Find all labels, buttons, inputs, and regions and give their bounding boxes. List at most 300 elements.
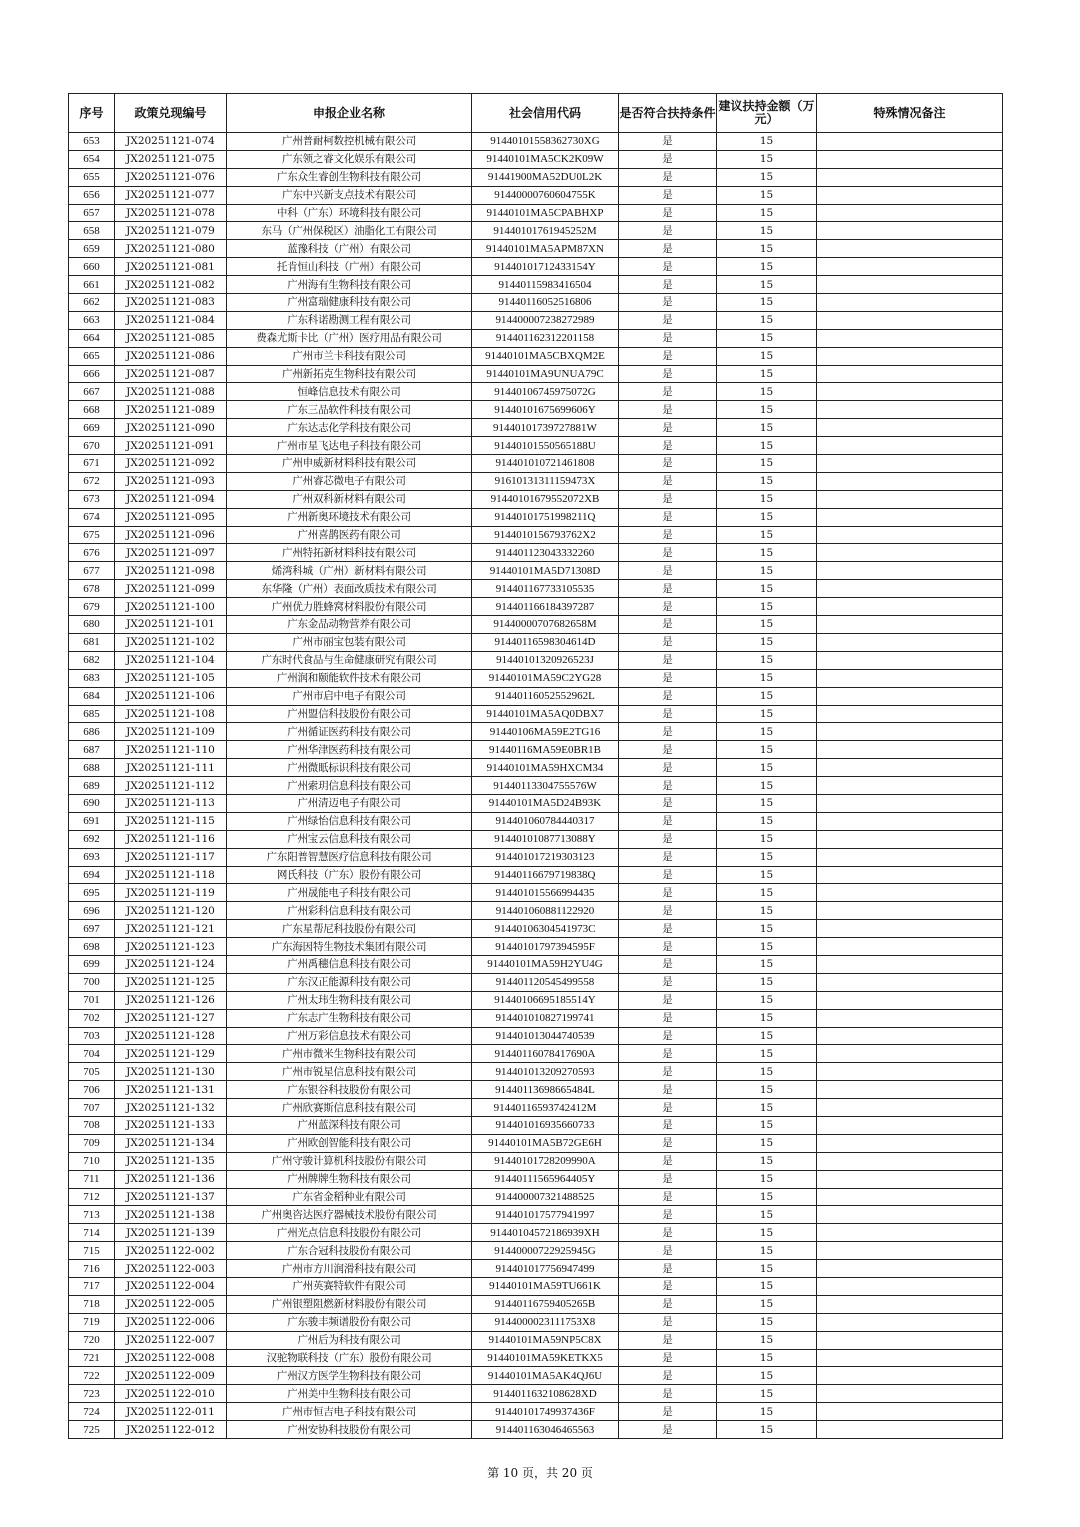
cell-seq: 700 — [69, 973, 115, 991]
cell-eligible: 是 — [619, 294, 717, 312]
cell-company: 广州守骏计算机科技股份有限公司 — [227, 1152, 472, 1170]
cell-amount: 15 — [717, 1313, 817, 1331]
cell-company: 广州市星飞达电子科技有限公司 — [227, 437, 472, 455]
header-row — [69, 94, 1003, 133]
cell-credit-code: 91440116078417690A — [472, 1045, 619, 1063]
cell-seq: 720 — [69, 1331, 115, 1349]
cell-policy-no: JX20251121-077 — [115, 186, 227, 204]
cell-eligible: 是 — [619, 1009, 717, 1027]
cell-credit-code: 91440116679719838Q — [472, 866, 619, 884]
cell-remarks — [817, 150, 1003, 168]
cell-policy-no: JX20251121-090 — [115, 419, 227, 437]
cell-remarks — [817, 830, 1003, 848]
cell-amount: 15 — [717, 562, 817, 580]
cell-eligible: 是 — [619, 508, 717, 526]
cell-policy-no: JX20251121-110 — [115, 741, 227, 759]
cell-company: 广州宝云信息科技有限公司 — [227, 830, 472, 848]
cell-remarks — [817, 1260, 1003, 1278]
page-footer: 第 10 页，共 20 页 — [487, 1466, 593, 1480]
cell-eligible: 是 — [619, 759, 717, 777]
cell-seq: 671 — [69, 455, 115, 473]
table-row — [69, 651, 1003, 669]
cell-credit-code: 91610131311159473X — [472, 472, 619, 490]
cell-seq: 660 — [69, 258, 115, 276]
cell-credit-code: 91440113304755576W — [472, 777, 619, 795]
cell-remarks — [817, 1170, 1003, 1188]
cell-credit-code: 91440101320927059​3 — [472, 1063, 619, 1081]
table-row — [69, 1188, 1003, 1206]
table-row — [69, 741, 1003, 759]
cell-seq: 681 — [69, 633, 115, 651]
cell-seq: 703 — [69, 1027, 115, 1045]
cell-credit-code: 91440000707682658M — [472, 616, 619, 634]
cell-policy-no: JX20251122-010 — [115, 1385, 227, 1403]
cell-credit-code: 91440101MA5CPABHXP — [472, 204, 619, 222]
cell-amount: 15 — [717, 1349, 817, 1367]
cell-policy-no: JX20251121-121 — [115, 920, 227, 938]
cell-eligible: 是 — [619, 1295, 717, 1313]
cell-credit-code: 91440101775694749​9 — [472, 1260, 619, 1278]
cell-amount: 15 — [717, 437, 817, 455]
table-row — [69, 490, 1003, 508]
table-row — [69, 1027, 1003, 1045]
cell-policy-no: JX20251121-106 — [115, 687, 227, 705]
table-row — [69, 830, 1003, 848]
table-row — [69, 902, 1003, 920]
cell-policy-no: JX20251121-112 — [115, 777, 227, 795]
cell-credit-code: 91440111565964405Y — [472, 1170, 619, 1188]
cell-policy-no: JX20251121-102 — [115, 633, 227, 651]
cell-eligible: 是 — [619, 794, 717, 812]
cell-policy-no: JX20251121-097 — [115, 544, 227, 562]
cell-amount: 15 — [717, 1188, 817, 1206]
cell-eligible: 是 — [619, 1063, 717, 1081]
cell-seq: 710 — [69, 1152, 115, 1170]
cell-remarks — [817, 920, 1003, 938]
cell-credit-code: 91440116598304614D — [472, 633, 619, 651]
cell-eligible: 是 — [619, 1081, 717, 1099]
table-row — [69, 1421, 1003, 1439]
cell-amount: 15 — [717, 598, 817, 616]
cell-amount: 15 — [717, 687, 817, 705]
cell-policy-no: JX20251122-009 — [115, 1367, 227, 1385]
cell-seq: 664 — [69, 329, 115, 347]
cell-eligible: 是 — [619, 884, 717, 902]
cell-company: 广州海有生物科技有限公司 — [227, 276, 472, 294]
cell-policy-no: JX20251121-089 — [115, 401, 227, 419]
cell-amount: 15 — [717, 973, 817, 991]
cell-amount: 15 — [717, 455, 817, 473]
cell-policy-no: JX20251121-137 — [115, 1188, 227, 1206]
table-row — [69, 508, 1003, 526]
cell-eligible: 是 — [619, 1260, 717, 1278]
cell-eligible: 是 — [619, 938, 717, 956]
cell-remarks — [817, 973, 1003, 991]
header-amount-text: 建议扶持金额（万元） — [718, 99, 815, 126]
cell-amount: 15 — [717, 383, 817, 401]
table-row — [69, 1403, 1003, 1421]
cell-seq: 719 — [69, 1313, 115, 1331]
cell-company: 广州市恒吉电子科技有限公司 — [227, 1403, 472, 1421]
cell-company: 广州特拓新材料科技有限公司 — [227, 544, 472, 562]
cell-company: 广州彩科信息科技有限公司 — [227, 902, 472, 920]
cell-company: 广州微眂标识科技有限公司 — [227, 759, 472, 777]
cell-remarks — [817, 794, 1003, 812]
cell-credit-code: 91440101MA5CK2K09W — [472, 150, 619, 168]
cell-remarks — [817, 1313, 1003, 1331]
cell-amount: 15 — [717, 1170, 817, 1188]
table-row — [69, 991, 1003, 1009]
table-body — [69, 133, 1003, 1439]
cell-company: 广州市丽宝包装有限公司 — [227, 633, 472, 651]
cell-credit-code: 91440101751998211Q — [472, 508, 619, 526]
cell-seq: 696 — [69, 902, 115, 920]
table-row — [69, 1063, 1003, 1081]
cell-company: 广州晟能电子科技有限公司 — [227, 884, 472, 902]
cell-seq: 698 — [69, 938, 115, 956]
cell-eligible: 是 — [619, 991, 717, 1009]
table-row — [69, 580, 1003, 598]
cell-remarks — [817, 472, 1003, 490]
cell-amount: 15 — [717, 186, 817, 204]
cell-credit-code: 91440106304541973C — [472, 920, 619, 938]
cell-policy-no: JX20251122-005 — [115, 1295, 227, 1313]
cell-amount: 15 — [717, 204, 817, 222]
cell-amount: 15 — [717, 1242, 817, 1260]
table-row — [69, 526, 1003, 544]
cell-amount: 15 — [717, 1045, 817, 1063]
cell-eligible: 是 — [619, 1349, 717, 1367]
cell-credit-code: 91440101757794199​7 — [472, 1206, 619, 1224]
table-row — [69, 1152, 1003, 1170]
cell-seq: 712 — [69, 1188, 115, 1206]
cell-credit-code: 91440101MA5B72GE6H — [472, 1134, 619, 1152]
cell-company: 广州市微米生物科技有限公司 — [227, 1045, 472, 1063]
cell-company: 中科（广东）环境科技有限公司 — [227, 204, 472, 222]
table-row — [69, 938, 1003, 956]
cell-seq: 692 — [69, 830, 115, 848]
cell-company: 汉驼物联科技（广东）股份有限公司 — [227, 1349, 472, 1367]
cell-amount: 15 — [717, 401, 817, 419]
cell-credit-code: 91440101MA5AK4QJ6U — [472, 1367, 619, 1385]
cell-company: 广州禹穗信息科技有限公司 — [227, 955, 472, 973]
cell-amount: 15 — [717, 1403, 817, 1421]
cell-policy-no: JX20251121-139 — [115, 1224, 227, 1242]
header-company: 申报企业名称 — [227, 94, 472, 133]
cell-company: 广东金品动物营养有限公司 — [227, 616, 472, 634]
cell-seq: 670 — [69, 437, 115, 455]
cell-credit-code: 91440101693566073​3 — [472, 1116, 619, 1134]
cell-amount: 15 — [717, 580, 817, 598]
cell-company: 广东科诺勘测工程有限公司 — [227, 311, 472, 329]
cell-company: 广东汉正能源科技有限公司 — [227, 973, 472, 991]
cell-amount: 15 — [717, 938, 817, 956]
cell-eligible: 是 — [619, 240, 717, 258]
cell-policy-no: JX20251121-087 — [115, 365, 227, 383]
table-row — [69, 401, 1003, 419]
cell-credit-code: 91440116618439728​7 — [472, 598, 619, 616]
cell-eligible: 是 — [619, 437, 717, 455]
table-row — [69, 294, 1003, 312]
cell-credit-code: 91440106745975072G — [472, 383, 619, 401]
cell-seq: 693 — [69, 848, 115, 866]
cell-remarks — [817, 1081, 1003, 1099]
cell-credit-code: 91440116773310553​5 — [472, 580, 619, 598]
cell-seq: 665 — [69, 347, 115, 365]
cell-remarks — [817, 812, 1003, 830]
cell-seq: 656 — [69, 186, 115, 204]
cell-seq: 683 — [69, 669, 115, 687]
cell-company: 广州普耐柯数控机械有限公司 — [227, 133, 472, 151]
cell-remarks — [817, 1063, 1003, 1081]
cell-amount: 15 — [717, 419, 817, 437]
header-eligible-text: 是否符合扶持条件 — [619, 105, 716, 120]
cell-remarks — [817, 1027, 1003, 1045]
cell-policy-no: JX20251121-113 — [115, 794, 227, 812]
cell-amount: 15 — [717, 759, 817, 777]
cell-seq: 717 — [69, 1278, 115, 1296]
cell-credit-code: 91440101MA5APM87XN — [472, 240, 619, 258]
table-row — [69, 1170, 1003, 1188]
cell-seq: 704 — [69, 1045, 115, 1063]
cell-policy-no: JX20251122-006 — [115, 1313, 227, 1331]
cell-policy-no: JX20251121-123 — [115, 938, 227, 956]
cell-credit-code: 91440106MA59E2TG16 — [472, 723, 619, 741]
cell-seq: 655 — [69, 168, 115, 186]
cell-amount: 15 — [717, 1385, 817, 1403]
cell-seq: 707 — [69, 1099, 115, 1117]
cell-seq: 682 — [69, 651, 115, 669]
cell-eligible: 是 — [619, 490, 717, 508]
cell-eligible: 是 — [619, 186, 717, 204]
cell-amount: 15 — [717, 812, 817, 830]
cell-seq: 695 — [69, 884, 115, 902]
cell-amount: 15 — [717, 544, 817, 562]
cell-company: 广州喜鹊医药有限公司 — [227, 526, 472, 544]
cell-seq: 680 — [69, 616, 115, 634]
cell-company: 东华隆（广州）表面改质技术有限公司 — [227, 580, 472, 598]
cell-company: 广州太玮生物科技有限公司 — [227, 991, 472, 1009]
cell-eligible: 是 — [619, 1224, 717, 1242]
cell-remarks — [817, 651, 1003, 669]
cell-seq: 679 — [69, 598, 115, 616]
table-row — [69, 848, 1003, 866]
cell-policy-no: JX20251121-074 — [115, 133, 227, 151]
cell-eligible: 是 — [619, 1242, 717, 1260]
cell-remarks — [817, 633, 1003, 651]
cell-policy-no: JX20251121-120 — [115, 902, 227, 920]
cell-credit-code: 91440101558362730XG — [472, 133, 619, 151]
cell-amount: 15 — [717, 168, 817, 186]
cell-remarks — [817, 1009, 1003, 1027]
cell-credit-code: 91440101MA59TU661K — [472, 1278, 619, 1296]
cell-amount: 15 — [717, 633, 817, 651]
table-row — [69, 1116, 1003, 1134]
cell-amount: 15 — [717, 669, 817, 687]
cell-seq: 685 — [69, 705, 115, 723]
cell-policy-no: JX20251121-129 — [115, 1045, 227, 1063]
cell-remarks — [817, 705, 1003, 723]
cell-amount: 15 — [717, 1260, 817, 1278]
cell-policy-no: JX20251122-008 — [115, 1349, 227, 1367]
cell-seq: 678 — [69, 580, 115, 598]
cell-company: 广州绿怡信息科技有限公司 — [227, 812, 472, 830]
cell-credit-code: 91440101MA59HXCM34 — [472, 759, 619, 777]
cell-amount: 15 — [717, 794, 817, 812]
cell-amount: 15 — [717, 1331, 817, 1349]
cell-credit-code: 91440101721930312​3 — [472, 848, 619, 866]
cell-seq: 701 — [69, 991, 115, 1009]
cell-seq: 667 — [69, 383, 115, 401]
cell-seq: 663 — [69, 311, 115, 329]
cell-seq: 715 — [69, 1242, 115, 1260]
cell-remarks — [817, 383, 1003, 401]
cell-amount: 15 — [717, 1278, 817, 1296]
cell-policy-no: JX20251122-012 — [115, 1421, 227, 1439]
cell-credit-code: 91440101087713088Y — [472, 830, 619, 848]
table-row — [69, 437, 1003, 455]
cell-amount: 15 — [717, 1224, 817, 1242]
cell-company: 广州循证医药科技有限公司 — [227, 723, 472, 741]
cell-remarks — [817, 616, 1003, 634]
cell-remarks — [817, 1206, 1003, 1224]
table-row — [69, 347, 1003, 365]
cell-policy-no: JX20251121-099 — [115, 580, 227, 598]
cell-eligible: 是 — [619, 1403, 717, 1421]
cell-company: 东马（广州保税区）油脂化工有限公司 — [227, 222, 472, 240]
cell-remarks — [817, 938, 1003, 956]
cell-credit-code: 91440000723827298​9 — [472, 311, 619, 329]
cell-remarks — [817, 687, 1003, 705]
cell-policy-no: JX20251121-091 — [115, 437, 227, 455]
table-row — [69, 955, 1003, 973]
cell-remarks — [817, 311, 1003, 329]
cell-policy-no: JX20251121-108 — [115, 705, 227, 723]
cell-credit-code: 91440115983416504 — [472, 276, 619, 294]
cell-eligible: 是 — [619, 705, 717, 723]
table-row — [69, 383, 1003, 401]
cell-seq: 709 — [69, 1134, 115, 1152]
cell-company: 广东合冠科技股份有限公司 — [227, 1242, 472, 1260]
cell-remarks — [817, 222, 1003, 240]
cell-seq: 721 — [69, 1349, 115, 1367]
cell-remarks — [817, 598, 1003, 616]
table-row — [69, 1009, 1003, 1027]
cell-policy-no: JX20251121-127 — [115, 1009, 227, 1027]
cell-eligible: 是 — [619, 669, 717, 687]
cell-remarks — [817, 1099, 1003, 1117]
cell-company: 广州市兰卡科技有限公司 — [227, 347, 472, 365]
cell-credit-code: 91440106695185514Y — [472, 991, 619, 1009]
table-row — [69, 276, 1003, 294]
cell-seq: 688 — [69, 759, 115, 777]
table-row — [69, 168, 1003, 186]
cell-credit-code: 91440101320926523J — [472, 651, 619, 669]
cell-company: 广州清迈电子有限公司 — [227, 794, 472, 812]
cell-eligible: 是 — [619, 204, 717, 222]
cell-policy-no: JX20251121-083 — [115, 294, 227, 312]
cell-policy-no: JX20251122-003 — [115, 1260, 227, 1278]
table-row — [69, 419, 1003, 437]
cell-company: 广州欣赛斯信息科技有限公司 — [227, 1099, 472, 1117]
cell-credit-code: 91440101679552072XB — [472, 490, 619, 508]
header-credit-code: 社会信用代码 — [472, 94, 619, 133]
cell-eligible: 是 — [619, 616, 717, 634]
cell-remarks — [817, 777, 1003, 795]
cell-credit-code: 91440112304333226​0 — [472, 544, 619, 562]
cell-company: 广州新拓克生物科技有限公司 — [227, 365, 472, 383]
cell-credit-code: 91440000732148852​5 — [472, 1188, 619, 1206]
cell-remarks — [817, 365, 1003, 383]
cell-eligible: 是 — [619, 222, 717, 240]
table-row — [69, 1081, 1003, 1099]
cell-remarks — [817, 186, 1003, 204]
cell-remarks — [817, 1295, 1003, 1313]
cell-company: 网氏科技（广东）股份有限公司 — [227, 866, 472, 884]
cell-remarks — [817, 955, 1003, 973]
cell-credit-code: 91440101MA5D71308D — [472, 562, 619, 580]
cell-credit-code: 91440101567937​62X2 — [472, 526, 619, 544]
cell-eligible: 是 — [619, 258, 717, 276]
cell-remarks — [817, 1331, 1003, 1349]
table-row — [69, 204, 1003, 222]
cell-credit-code: 91440101072146180​8 — [472, 455, 619, 473]
table-row — [69, 311, 1003, 329]
cell-company: 广州银塑阻燃新材料股份有限公司 — [227, 1295, 472, 1313]
cell-company: 广东志广生物科技有限公司 — [227, 1009, 472, 1027]
cell-remarks — [817, 276, 1003, 294]
cell-amount: 15 — [717, 365, 817, 383]
cell-eligible: 是 — [619, 150, 717, 168]
cell-eligible: 是 — [619, 419, 717, 437]
table-row — [69, 544, 1003, 562]
cell-company: 烯湾科城（广州）新材料有限公司 — [227, 562, 472, 580]
cell-eligible: 是 — [619, 526, 717, 544]
cell-company: 广州新奥环境技术有限公司 — [227, 508, 472, 526]
cell-credit-code: 91440116MA59E0BR1B — [472, 741, 619, 759]
cell-remarks — [817, 168, 1003, 186]
cell-company: 广州万彩信息技术有限公司 — [227, 1027, 472, 1045]
cell-amount: 15 — [717, 777, 817, 795]
cell-amount: 15 — [717, 133, 817, 151]
subsidy-table — [68, 93, 1003, 1439]
cell-remarks — [817, 723, 1003, 741]
cell-eligible: 是 — [619, 455, 717, 473]
cell-remarks — [817, 490, 1003, 508]
cell-eligible: 是 — [619, 1045, 717, 1063]
cell-policy-no: JX20251121-092 — [115, 455, 227, 473]
cell-policy-no: JX20251121-078 — [115, 204, 227, 222]
cell-policy-no: JX20251121-133 — [115, 1116, 227, 1134]
table-row — [69, 258, 1003, 276]
cell-seq: 659 — [69, 240, 115, 258]
cell-credit-code: 91440000760604755K — [472, 186, 619, 204]
cell-policy-no: JX20251121-086 — [115, 347, 227, 365]
cell-policy-no: JX20251121-075 — [115, 150, 227, 168]
cell-policy-no: JX20251121-076 — [115, 168, 227, 186]
cell-amount: 15 — [717, 884, 817, 902]
table-row — [69, 365, 1003, 383]
cell-credit-code: 91440116052552962L — [472, 687, 619, 705]
cell-company: 广东银谷科技股份有限公司 — [227, 1081, 472, 1099]
table-row — [69, 884, 1003, 902]
cell-seq: 699 — [69, 955, 115, 973]
cell-seq: 672 — [69, 472, 115, 490]
cell-policy-no: JX20251121-081 — [115, 258, 227, 276]
cell-company: 广东星帮尼科技股份有限公司 — [227, 920, 472, 938]
cell-remarks — [817, 1242, 1003, 1260]
cell-company: 广州盟信科技股份有限公司 — [227, 705, 472, 723]
